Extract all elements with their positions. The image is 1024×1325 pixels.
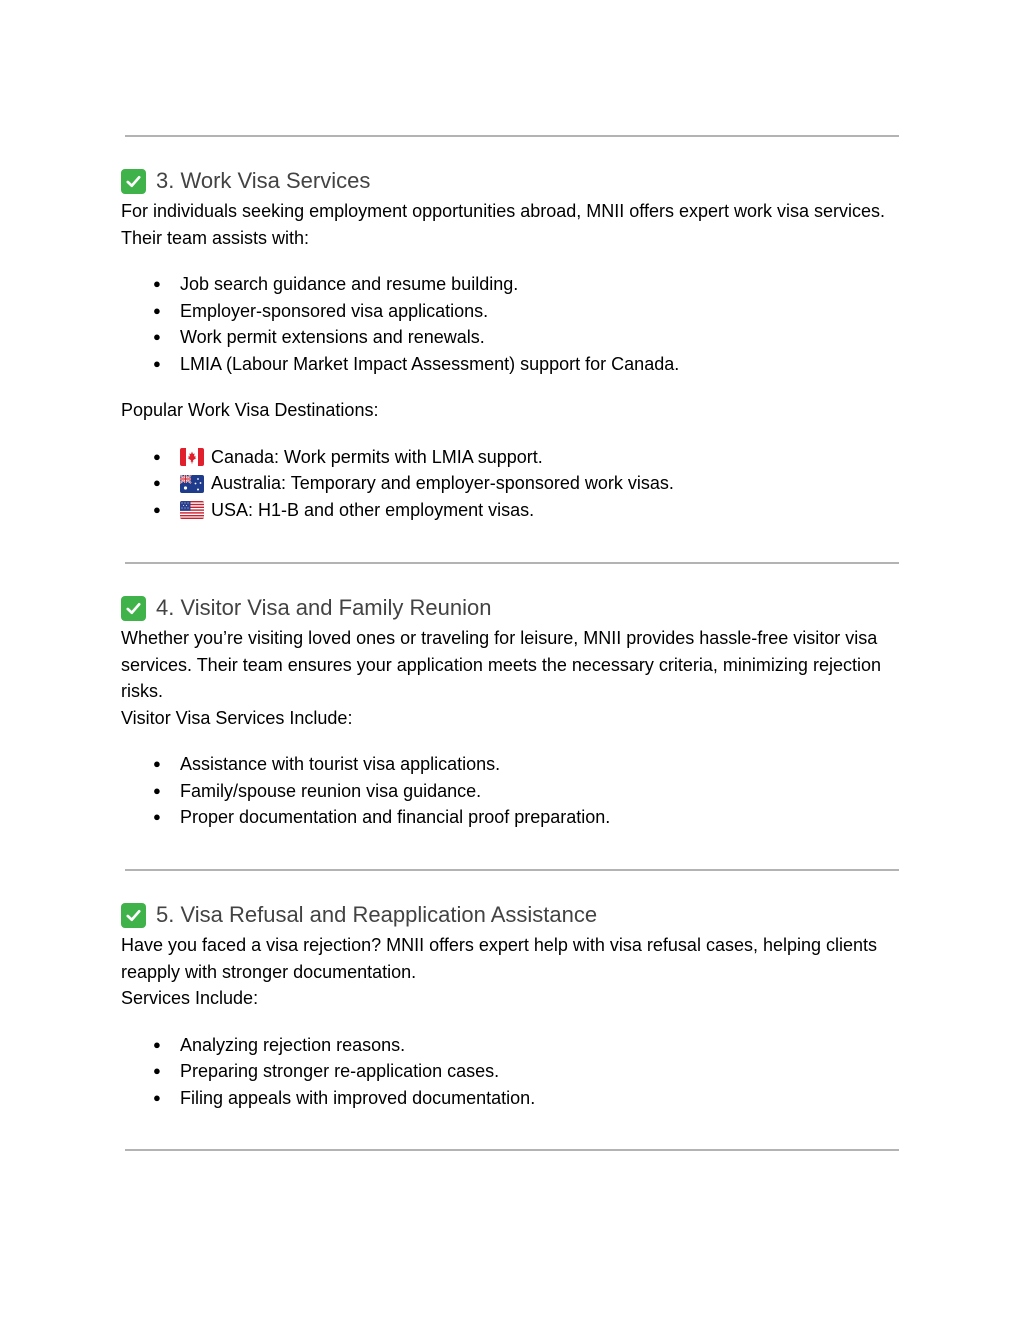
bullet-icon: ●	[153, 355, 161, 371]
section-visitor-visa	[121, 594, 911, 831]
list-item	[121, 444, 911, 471]
bullet-icon: ●	[153, 276, 161, 291]
list-item	[121, 470, 911, 497]
list-item-text: Preparing stronger re-application cases.	[180, 1061, 500, 1082]
bullet-icon: ●	[153, 1036, 161, 1052]
list-item	[121, 804, 911, 831]
bullet-list	[121, 751, 911, 831]
list-item-text: Proper documentation and financial proof preparation.	[180, 807, 611, 828]
bullet-icon: ●	[153, 809, 161, 825]
section-heading	[121, 901, 911, 929]
australia-flag-icon	[180, 475, 204, 493]
list-item-text: Work permit extensions and renewals.	[180, 327, 485, 348]
services-label: Services Include:	[121, 988, 259, 1008]
check-mark-icon	[121, 169, 146, 194]
section-heading	[121, 167, 911, 195]
section-heading-text: 3. Work Visa Services	[156, 168, 371, 193]
list-item-text: Employer-sponsored visa applications.	[180, 300, 489, 321]
list-item-text: Canada: Work permits with LMIA support.	[211, 446, 543, 467]
section-heading-text: 4. Visitor Visa and Family Reunion	[156, 595, 492, 620]
list-item	[121, 271, 911, 298]
list-item-text: Filing appeals with improved documentation.	[180, 1087, 536, 1108]
check-mark-icon	[121, 903, 146, 928]
bullet-list	[121, 271, 911, 377]
list-item	[121, 1058, 911, 1085]
list-item-text: Job search guidance and resume building.	[180, 274, 519, 294]
bullet-list	[121, 1032, 911, 1112]
list-item	[121, 751, 911, 778]
section-heading-text: 5. Visa Refusal and Reapplication Assistance	[156, 902, 598, 927]
bullet-icon: ●	[153, 329, 161, 345]
horizontal-rule	[125, 1149, 899, 1151]
bullet-icon: ●	[153, 756, 161, 771]
list-item	[121, 497, 911, 524]
list-item	[121, 1085, 911, 1112]
canada-flag-icon	[180, 448, 204, 466]
horizontal-rule	[125, 562, 899, 564]
section-work-visa	[121, 167, 911, 524]
check-mark-icon	[121, 596, 146, 621]
section-visa-refusal	[121, 901, 911, 1111]
list-item	[121, 351, 911, 378]
list-item-text: Family/spouse reunion visa guidance.	[180, 780, 482, 801]
bullet-icon: ●	[153, 782, 161, 798]
section-intro: Have you faced a visa rejection? MNII offers expert help with visa refusal cases, helping clients reapply with stronger documentation.	[121, 935, 878, 982]
destinations-list	[121, 444, 911, 524]
list-item	[121, 298, 911, 325]
usa-flag-icon	[180, 501, 204, 519]
horizontal-rule	[125, 135, 899, 137]
horizontal-rule	[125, 869, 899, 871]
list-item-text: Australia: Temporary and employer-sponsored work visas.	[211, 473, 674, 494]
services-label: Visitor Visa Services Include:	[121, 707, 353, 728]
section-heading	[121, 594, 911, 622]
list-item	[121, 324, 911, 351]
list-item-text: Assistance with tourist visa applications.	[180, 754, 501, 774]
list-item-text: USA: H1-B and other employment visas.	[211, 500, 535, 521]
bullet-icon: ●	[153, 502, 161, 518]
bullet-icon: ●	[153, 302, 161, 318]
list-item	[121, 778, 911, 805]
bullet-icon: ●	[153, 1063, 161, 1079]
bullet-icon: ●	[153, 448, 161, 464]
list-item	[121, 1032, 911, 1059]
list-item-text: Analyzing rejection reasons.	[180, 1034, 406, 1055]
bullet-icon: ●	[153, 475, 161, 491]
section-intro: For individuals seeking employment opportunities abroad, MNII offers expert work visa services. Their team assists with:	[121, 201, 886, 248]
section-intro: Whether you’re visiting loved ones or traveling for leisure, MNII provides hassle-free visitor visa services. Their team ensures your application meets the necessary criteria, minimizing rejection risks.	[121, 628, 881, 701]
bullet-icon: ●	[153, 1089, 161, 1105]
list-item-text: LMIA (Labour Market Impact Assessment) support for Canada.	[180, 353, 680, 374]
destinations-label: Popular Work Visa Destinations:	[121, 400, 379, 421]
